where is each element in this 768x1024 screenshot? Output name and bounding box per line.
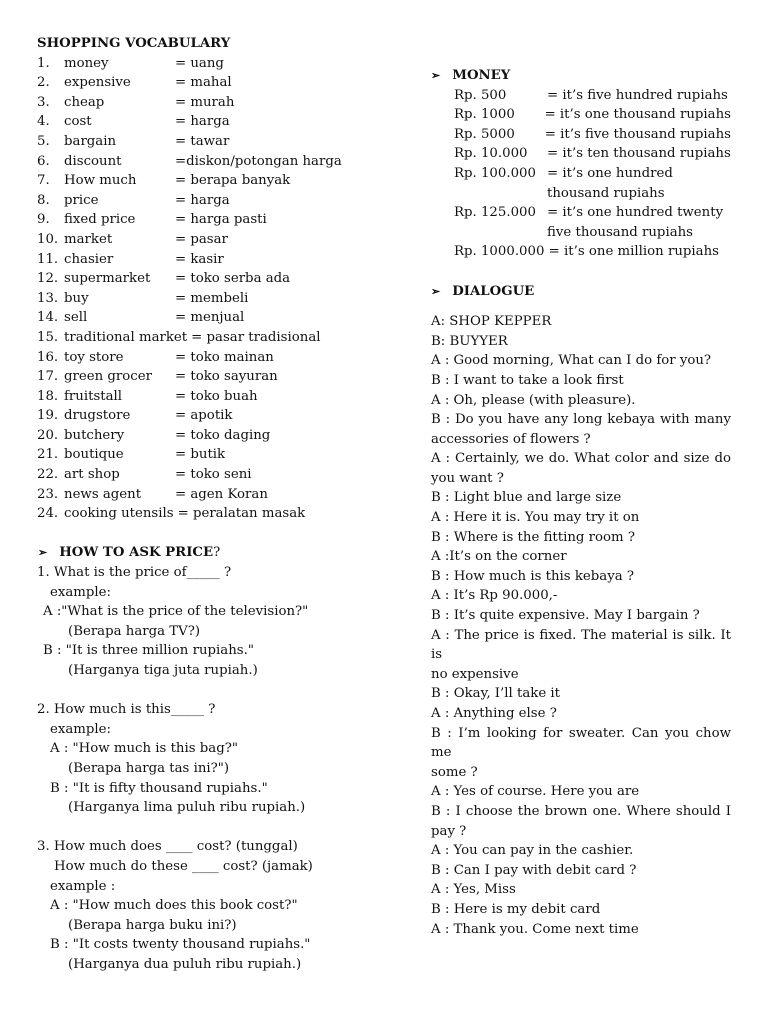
vocab-number: 21. (37, 447, 59, 463)
question-1-b-translation: (Harganya tiga juta rupiah.) (68, 663, 258, 678)
vocab-term: boutique (64, 447, 124, 463)
vocab-row (37, 152, 377, 172)
question-3-b-translation: (Harganya dua puluh ribu rupiah.) (68, 956, 302, 972)
dialogue-line: B : Do you have any long kebaya with many (431, 412, 731, 428)
dialogue-line: A: SHOP KEPPER (431, 314, 552, 330)
vocab-meaning: = membeli (175, 290, 249, 306)
vocab-term: cost (64, 114, 92, 130)
vocab-term: expensive (64, 75, 131, 91)
question-3-a: A : "How much does this book cost?" (50, 898, 298, 914)
money-row (454, 164, 731, 184)
vocab-meaning: = toko sayuran (175, 369, 278, 385)
dialogue-line: A : Anything else ? (431, 706, 557, 721)
arrow-bullet-icon: ➢ (38, 546, 48, 560)
dialogue-line: A : Certainly, we do. What color and size do (431, 451, 731, 467)
vocab-meaning: = butik (175, 447, 226, 463)
vocab-term: How much (64, 173, 137, 189)
dialogue-line: B : Can I pay with debit card ? (431, 862, 637, 878)
vocab-row (37, 132, 377, 152)
vocab-row (37, 406, 377, 426)
money-amount: Rp. 500 (454, 87, 507, 103)
dialogue-line: A : Thank you. Come next time (431, 921, 639, 937)
dialogue-line: B : Here is my debit card (431, 901, 601, 917)
how-to-heading (37, 543, 377, 563)
money-row (454, 105, 731, 125)
dialogue-line: B : I want to take a look first (431, 372, 624, 388)
vocab-meaning: = harga (175, 114, 230, 130)
vocab-meaning: = harga pasti (175, 212, 267, 228)
vocab-meaning: = murah (175, 94, 235, 110)
question-2-a-translation: (Berapa harga tas ini?") (68, 760, 230, 776)
vocab-meaning: = agen Koran (175, 486, 268, 502)
question-2-b: B : "It is fifty thousand rupiahs." (50, 780, 268, 796)
vocab-number: 20. (37, 427, 59, 443)
vocab-row (37, 73, 377, 93)
vocab-row (37, 348, 377, 368)
vocab-number: 23. (37, 486, 59, 502)
vocab-row (37, 289, 377, 309)
vocab-meaning: = menjual (175, 310, 245, 326)
question-3-example-label: example : (50, 878, 116, 894)
vocab-term: toy store (64, 349, 124, 365)
question-2-b-translation: (Harganya lima puluh ribu rupiah.) (68, 800, 306, 816)
vocab-row (37, 269, 377, 289)
vocab-meaning: = tawar (175, 133, 230, 149)
vocab-term: discount (64, 153, 122, 169)
money-text: = it’s one hundred (547, 165, 673, 181)
vocab-meaning: = harga (175, 192, 230, 208)
vocab-meaning: = apotik (175, 408, 233, 424)
dialogue-line: A :It’s on the corner (431, 549, 567, 565)
dialogue-line: A : You can pay in the cashier. (431, 843, 634, 859)
vocab-row (37, 308, 377, 328)
money-text-continued: five thousand rupiahs (547, 224, 694, 240)
money-row (454, 144, 731, 164)
money-amount: Rp. 1000 (454, 107, 515, 123)
dialogue-line: pay ? (431, 823, 467, 839)
vocab-number: 24. (37, 506, 59, 522)
money-text-continued: thousand rupiahs (547, 185, 665, 201)
vocab-row (37, 191, 377, 211)
vocab-term: chasier (64, 251, 114, 267)
vocab-term: butchery (64, 427, 125, 443)
money-amount: Rp. 10.000 (454, 146, 528, 162)
vocab-row (37, 230, 377, 250)
vocab-meaning: = kasir (175, 251, 224, 267)
dialogue-heading (431, 282, 731, 302)
dialogue-line: B : I’m looking for sweater. Can you chow me (431, 725, 731, 761)
vocab-number: 2. (37, 75, 50, 91)
vocab-term: buy (64, 290, 89, 306)
dialogue-line: A : The price is fixed. The material is silk. It is (431, 627, 731, 663)
vocab-term: supermarket (64, 271, 151, 287)
how-to-title: HOW TO ASK PRICE (59, 545, 214, 561)
vocab-term: cooking utensils (64, 506, 174, 522)
question-1-line: 1. What is the price of_____ ? (37, 565, 232, 581)
dialogue-line: accessories of flowers ? (431, 431, 591, 447)
question-2-a: A : "How much is this bag?" (50, 741, 238, 757)
vocab-number: 5. (37, 133, 50, 149)
vocab-term: drugstore (64, 408, 131, 424)
question-2 (37, 700, 377, 818)
dialogue-line: B : How much is this kebaya ? (431, 568, 634, 584)
question-3 (37, 837, 377, 974)
money-heading (431, 66, 731, 86)
question-2-line: 2. How much is this_____ ? (37, 702, 216, 718)
vocab-row (37, 171, 377, 191)
dialogue-line: A : Here it is. You may try it on (431, 510, 640, 526)
question-1-b: B : "It is three million rupiahs." (43, 643, 254, 659)
vocab-row (37, 445, 377, 465)
vocab-row (37, 328, 377, 348)
vocab-row (37, 93, 377, 113)
vocab-number: 7. (37, 173, 50, 189)
vocab-number: 10. (37, 231, 59, 247)
question-3-a-translation: (Berapa harga buku ini?) (68, 917, 237, 933)
vocab-meaning: = toko buah (175, 388, 258, 404)
dialogue-line: B : Light blue and large size (431, 490, 622, 506)
dialogue-lines (431, 312, 731, 939)
dialogue-line: A : Oh, please (with pleasure). (431, 392, 636, 408)
vocab-term: green grocer (64, 369, 152, 385)
vocab-meaning: = pasar (175, 231, 228, 247)
vocab-meaning: = toko daging (175, 427, 271, 443)
spacer (431, 262, 731, 282)
money-row (454, 86, 731, 106)
vocab-row (37, 112, 377, 132)
vocab-term: fruitstall (64, 388, 123, 404)
vocab-row (37, 367, 377, 387)
spacer (37, 524, 377, 544)
question-1-a-translation: (Berapa harga TV?) (68, 623, 201, 639)
money-text: = it’s ten thousand rupiahs (547, 146, 731, 162)
vocab-number: 9. (37, 212, 50, 228)
vocab-meaning: = toko mainan (175, 349, 274, 365)
vocab-list (37, 54, 377, 524)
vocab-term: traditional market (64, 329, 188, 345)
vocab-row (37, 465, 377, 485)
vocab-term: sell (64, 310, 88, 326)
money-row (454, 203, 731, 223)
question-2-example-label: example: (50, 721, 112, 737)
question-3-line-2: How much do these ____ cost? (jamak) (54, 858, 313, 874)
dialogue-line: A : Yes, Miss (431, 882, 516, 898)
dialogue-line: A : It’s Rp 90.000,- (431, 588, 558, 604)
vocab-row (37, 426, 377, 446)
vocab-number: 12. (37, 271, 59, 287)
arrow-bullet-icon: ➢ (431, 284, 441, 298)
money-text: = it’s one hundred twenty (547, 205, 724, 221)
vocab-meaning: = uang (175, 55, 224, 71)
question-1 (37, 563, 377, 681)
vocab-term: bargain (64, 133, 117, 149)
money-text: = it’s five thousand rupiahs (544, 126, 731, 142)
vocab-row (37, 485, 377, 505)
vocab-term: price (64, 192, 99, 208)
vocab-number: 15. (37, 329, 59, 345)
vocab-number: 17. (37, 369, 59, 385)
money-amount: Rp. 5000 (454, 126, 515, 142)
vocab-number: 11. (37, 251, 59, 267)
vocab-term: cheap (64, 94, 105, 110)
vocab-number: 1. (37, 55, 50, 71)
vocab-number: 18. (37, 388, 59, 404)
vocab-row (37, 504, 377, 524)
vocab-row (37, 54, 377, 74)
dialogue-line: B : Okay, I’ll take it (431, 686, 561, 702)
money-row-last: Rp. 1000.000 = it’s one million rupiahs (454, 244, 719, 260)
vocab-row (37, 250, 377, 270)
spacer (37, 818, 377, 838)
money-rows (454, 86, 731, 243)
vocab-number: 16. (37, 349, 59, 365)
vocab-row (37, 210, 377, 230)
money-list (431, 86, 731, 262)
question-1-a: A :"What is the price of the television?" (43, 604, 309, 620)
money-amount: Rp. 100.000 (454, 165, 536, 181)
vocab-meaning: = mahal (175, 75, 232, 91)
vocab-term: art shop (64, 467, 120, 483)
vocab-term: money (64, 55, 109, 71)
dialogue-line: A : Yes of course. Here you are (431, 784, 640, 800)
vocab-meaning: = berapa banyak (175, 173, 291, 189)
vocab-number: 22. (37, 467, 59, 483)
vocab-number: 14. (37, 310, 59, 326)
dialogue-line: B : Where is the fitting room ? (431, 529, 636, 545)
dialogue-line: you want ? (431, 470, 504, 486)
vocab-number: 6. (37, 153, 50, 169)
dialogue-line: A : Good morning, What can I do for you? (431, 353, 712, 369)
question-3-line: 3. How much does ____ cost? (tunggal) (37, 839, 298, 855)
vocab-number: 13. (37, 290, 59, 306)
vocab-number: 4. (37, 114, 50, 130)
vocab-meaning: = peralatan masak (177, 506, 306, 522)
money-row (454, 125, 731, 145)
arrow-bullet-icon: ➢ (431, 69, 441, 82)
vocab-meaning: = pasar tradisional (191, 329, 321, 345)
vocab-number: 8. (37, 192, 50, 208)
vocab-meaning: = toko serba ada (175, 271, 291, 287)
vocab-number: 19. (37, 408, 59, 424)
money-text: = it’s one thousand rupiahs (544, 107, 731, 123)
dialogue-line: no expensive (431, 666, 519, 682)
vocab-row (37, 387, 377, 407)
vocab-term: market (64, 231, 113, 247)
money-title: MONEY (452, 68, 511, 83)
question-3-b: B : "It costs twenty thousand rupiahs." (50, 937, 311, 953)
vocab-meaning: = toko seni (175, 467, 252, 483)
question-1-example-label: example: (50, 584, 112, 600)
spacer (37, 681, 377, 701)
vocab-term: fixed price (64, 212, 136, 228)
vocab-meaning: =diskon/potongan harga (175, 153, 342, 169)
dialogue-title: DIALOGUE (452, 283, 535, 299)
vocab-term: news agent (64, 486, 142, 502)
dialogue-line: B : I choose the brown one. Where should I (431, 803, 731, 819)
dialogue-line: B: BUYYER (431, 333, 508, 349)
how-to-title-suffix: ? (213, 545, 221, 561)
money-text: = it’s five hundred rupiahs (547, 87, 728, 103)
dialogue-line: some ? (431, 764, 478, 780)
right-column (431, 66, 731, 939)
money-amount: Rp. 125.000 (454, 205, 536, 221)
vocab-title: SHOPPING VOCABULARY (37, 36, 231, 51)
left-column (37, 34, 377, 975)
vocab-number: 3. (37, 94, 50, 110)
dialogue-line: B : It’s quite expensive. May I bargain ? (431, 608, 700, 624)
